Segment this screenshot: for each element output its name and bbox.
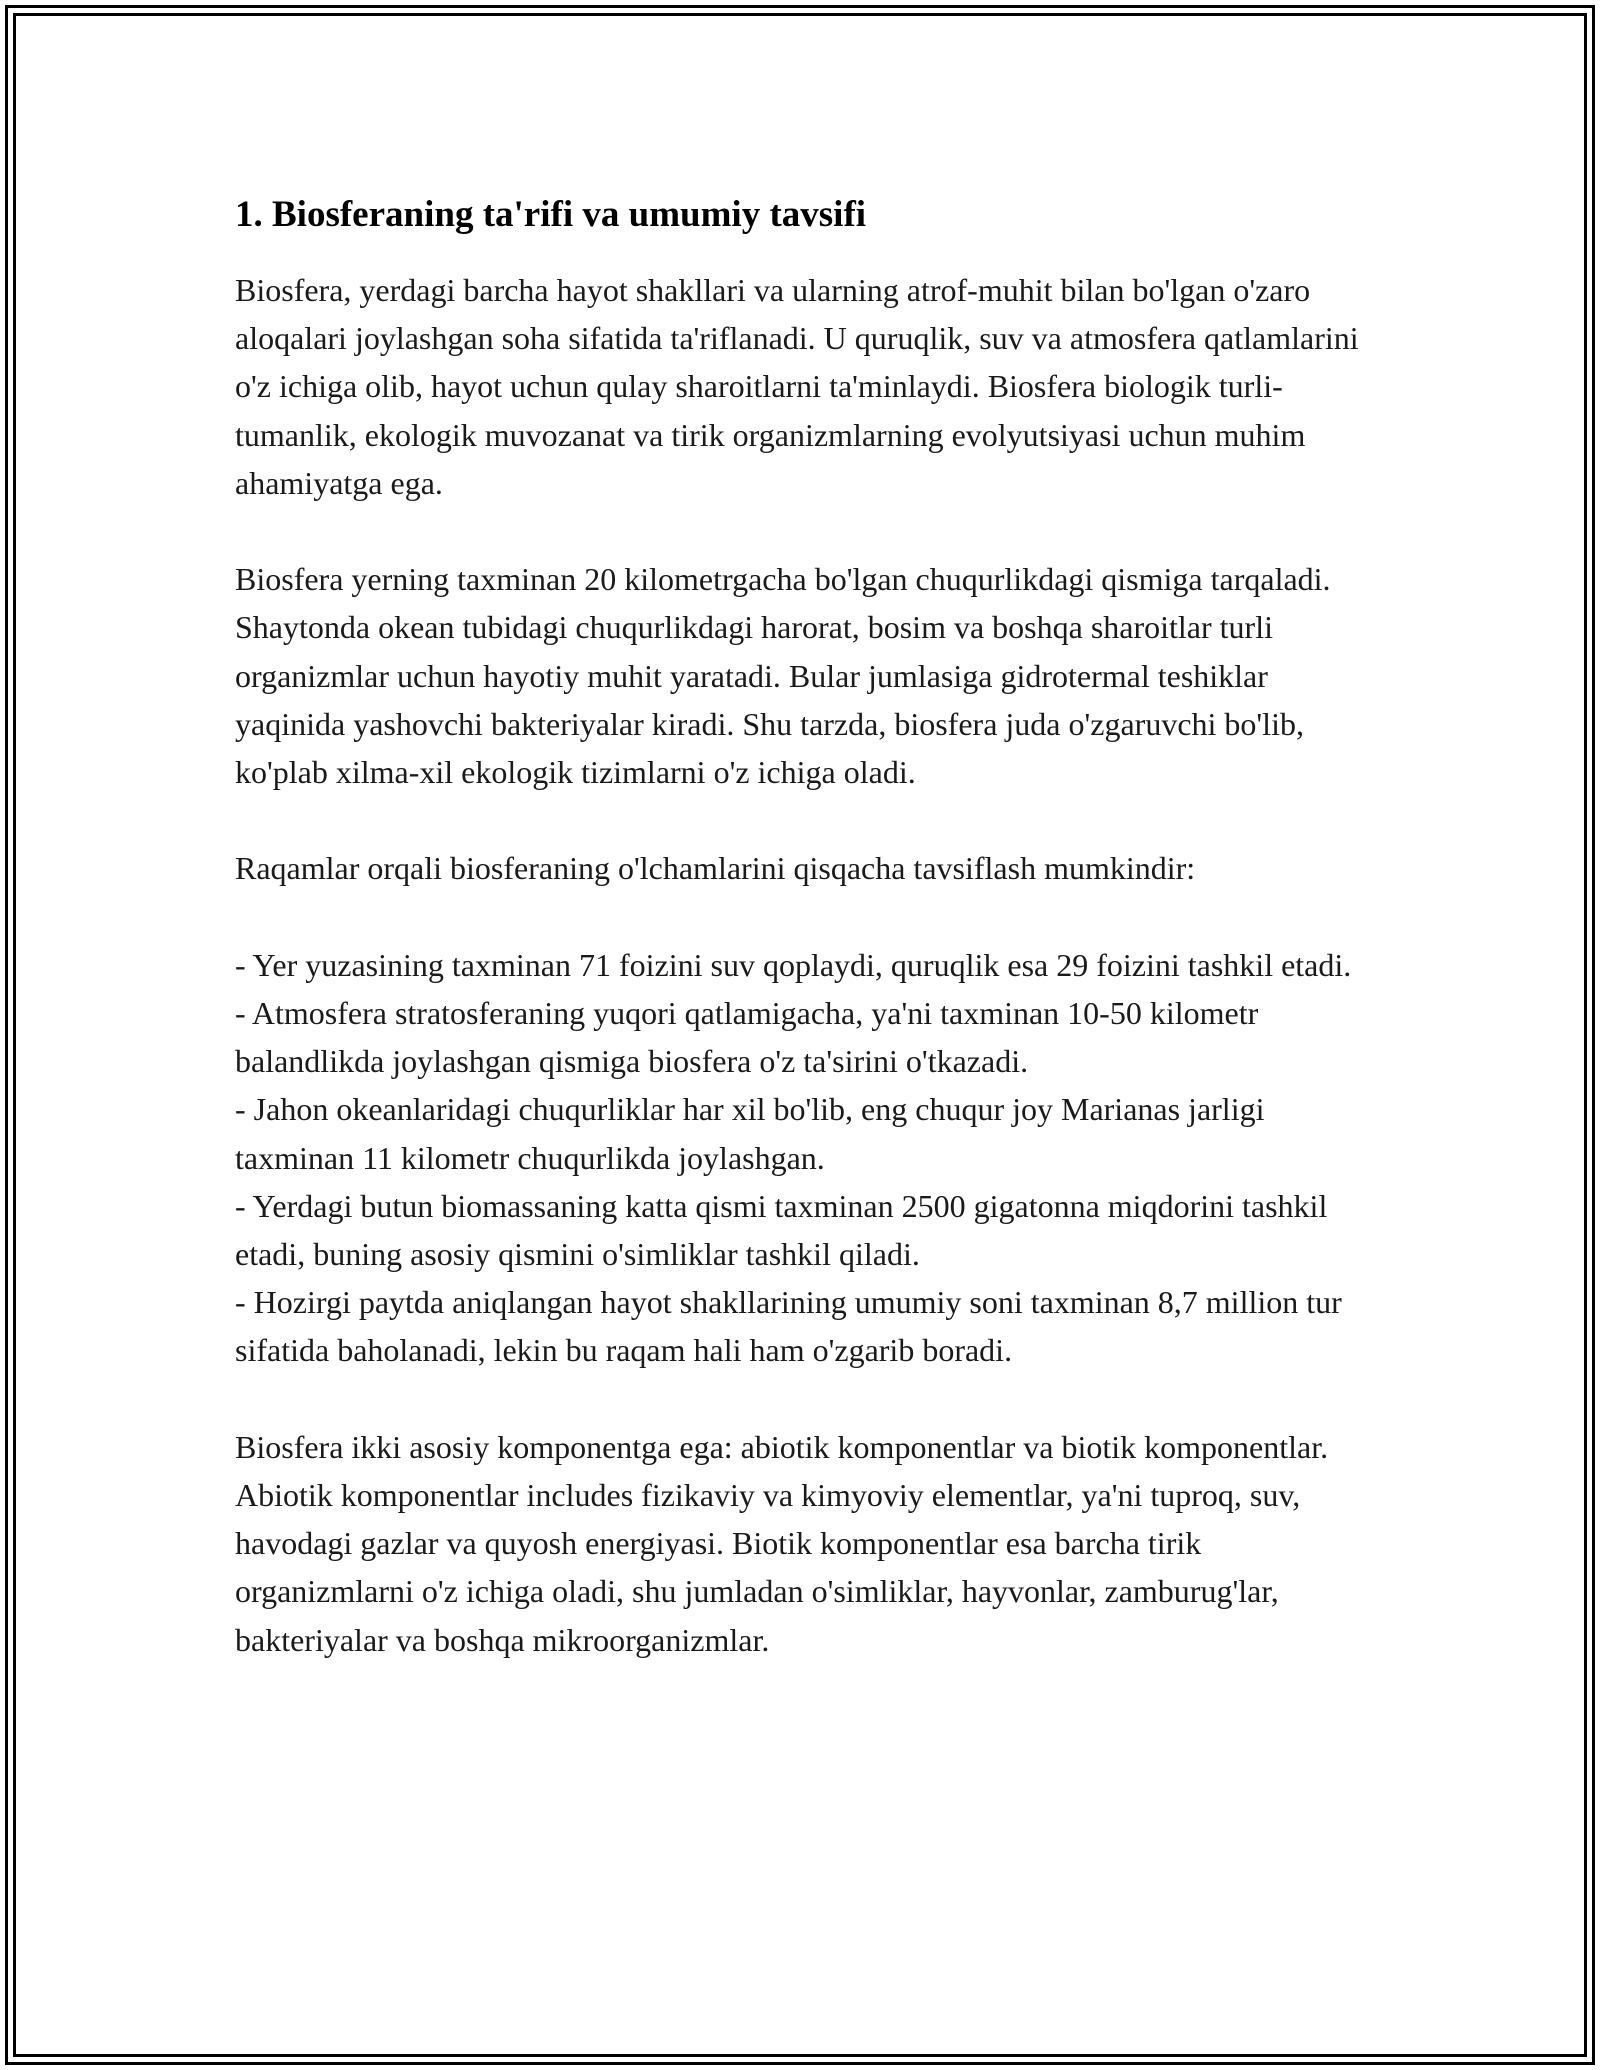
- list-item: - Yer yuzasining taxminan 71 foizini suv qoplaydi, quruqlik esa 29 foizini tashkil etadi.: [235, 946, 1352, 983]
- paragraph-extent: Biosfera yerning taxminan 20 kilometrgacha bo'lgan chuqurlikdagi qismiga tarqaladi. Shaytonda okean tubidagi chuqurlikdagi harorat, bosim va boshqa sharoitlar turli organizmlar uchun hayotiy muhit yaratadi. Bular jumlasiga gidrotermal teshiklar yaqinida yashovchi bakteriyalar kiradi. Shu tarzda, biosfera juda o'zgaruvchi bo'lib, ko'plab xilma-xil ekologik tizimlarni o'z ichiga oladi.: [235, 561, 1331, 791]
- list-item: - Hozirgi paytda aniqlangan hayot shakllarining umumiy soni taxminan 8,7 million tur sifatida baholanadi, lekin bu raqam hali ham o'zgarib boradi.: [235, 1284, 1342, 1369]
- list-item: - Jahon okeanlaridagi chuqurliklar har xil bo'lib, eng chuqur joy Marianas jarligi taxminan 11 kilometr chuqurlikda joylashgan.: [235, 1091, 1265, 1176]
- paragraph-intro-list: Raqamlar orqali biosferaning o'lchamlarini qisqacha tavsiflash mumkindir:: [235, 850, 1196, 887]
- paragraph-definition: Biosfera, yerdagi barcha hayot shakllari va ularning atrof-muhit bilan bo'lgan o'zaro aloqalari joylashgan soha sifatida ta'riflanadi. U quruqlik, suv va atmosfera qatlamlarini o'z ichiga olib, hayot uchun qulay sharoitlarni ta'minlaydi. Biosfera biologik turli-tumanlik, ekologik muvozanat va tirik organizmlarning evolyutsiyasi uchun muhim ahamiyatga ega.: [235, 272, 1359, 501]
- list-item: - Atmosfera stratosferaning yuqori qatlamigacha, ya'ni taxminan 10-50 kilometr balandlikda joylashgan qismiga biosfera o'z ta'sirini o'tkazadi.: [235, 995, 1259, 1080]
- paragraph-components: Biosfera ikki asosiy komponentga ega: abiotik komponentlar va biotik komponentlar. Abiotik komponentlar includes fizikaviy va kimyoviy elementlar, ya'ni tuproq, suv, havodagi gazlar va quyosh energiyasi. Biotik komponentlar esa barcha tirik organizmlarni o'z ichiga oladi, shu jumladan o'simliklar, hayvonlar, zamburug'lar, bakteriyalar va boshqa mikroorganizmlar.: [235, 1428, 1329, 1658]
- list-item: - Yerdagi butun biomassaning katta qismi taxminan 2500 gigatonna miqdorini tashkil etadi, buning asosiy qismini o'simliklar tashkil qiladi.: [235, 1187, 1328, 1273]
- paragraph-spacer: [235, 507, 1365, 555]
- facts-list: [235, 941, 1365, 1375]
- document-body: [235, 188, 1365, 1664]
- paragraph-spacer: [235, 1375, 1365, 1423]
- paragraph-spacer: [235, 893, 1365, 941]
- paragraph-spacer: [235, 796, 1365, 844]
- section-heading: 1. Biosferaning ta'rifi va umumiy tavsifi: [235, 194, 867, 235]
